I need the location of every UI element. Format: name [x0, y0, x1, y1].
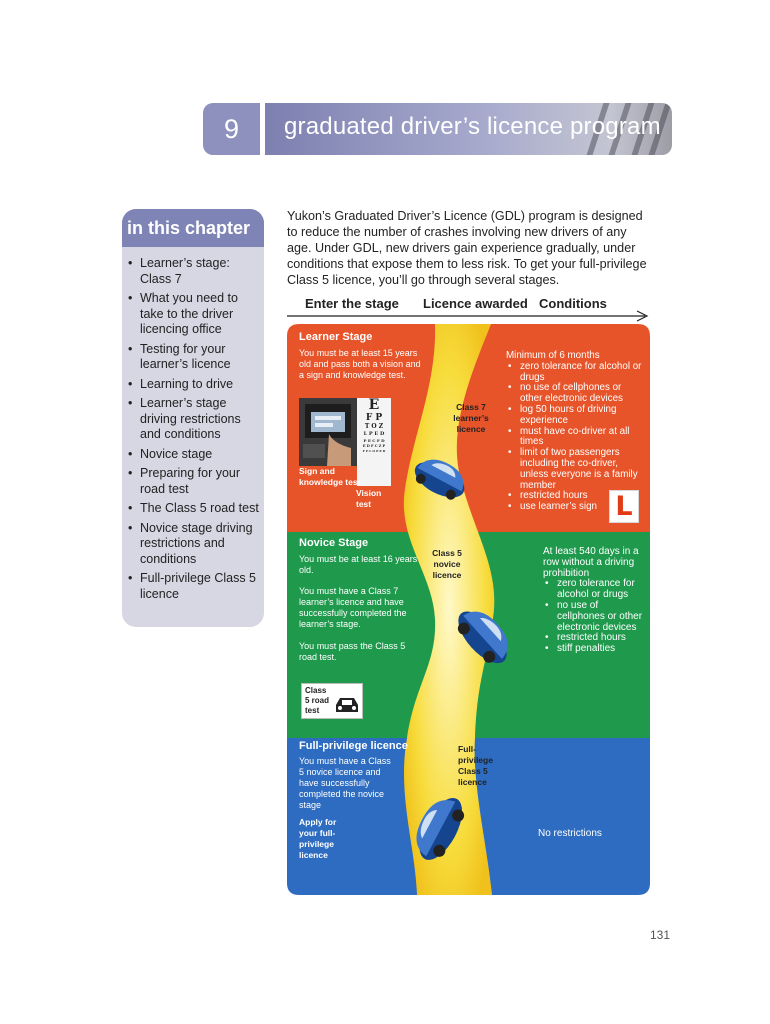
eye-chart-row: E: [368, 397, 380, 413]
eye-chart-row: T O Z: [364, 423, 384, 430]
intro-paragraph: Yukon’s Graduated Driver’s Licence (GDL) program is designed to reduce the number of crashes involving new drivers of any age. Under GDL, new drivers gain experience gradually, under conditions that expose them to less risk. To get your full-privilege Class 5 licence, you’ll go through several stages.: [287, 209, 647, 287]
chapter-number: 9: [203, 103, 260, 155]
list-item: • use learner’s sign: [506, 502, 646, 513]
list-item: • limit of two passengers including the co-driver, unless everyone is a family member: [506, 448, 646, 491]
eye-chart-row: L P E D: [363, 431, 385, 437]
chapter-sidebar: [122, 209, 264, 627]
learner-licence-label: Class 7 learner’s licence: [453, 402, 489, 434]
page-number: 131: [650, 928, 671, 942]
list-item: • Testing for your learner’s licence: [128, 342, 262, 373]
sign-test-kiosk-icon: [299, 398, 357, 466]
column-header-awarded: Licence awarded: [423, 296, 528, 311]
list-item: • zero tolerance for alcohol or drugs: [506, 362, 646, 384]
list-item: • Learner’s stage driving restrictions and conditions: [128, 396, 262, 443]
list-item: • Learning to drive: [128, 377, 262, 393]
full-stage-text: You must have a Class 5 novice licence and have successfully completed the novice stage: [299, 756, 391, 810]
eye-chart-row: F E L O P Z D: [362, 449, 386, 453]
sidebar-heading: in this chapter: [122, 209, 264, 247]
novice-text-age: You must be at least 16 years old.: [299, 554, 418, 575]
road-test-badge: [301, 683, 363, 719]
learner-conditions-heading: Minimum of 6 months: [506, 350, 600, 361]
learner-stage-title: Learner Stage: [299, 331, 373, 343]
road-test-label: Class 5 road test: [305, 686, 330, 715]
learner-sign-icon: [609, 490, 639, 523]
chapter-title: graduated driver’s licence program: [284, 113, 661, 140]
arrow-icon: [287, 310, 650, 322]
column-header-conditions: Conditions: [539, 296, 607, 311]
list-item: • Novice stage: [128, 447, 262, 463]
list-item: • Preparing for your road test: [128, 466, 262, 497]
car-illustration: [455, 596, 513, 676]
learner-conditions: [506, 351, 646, 513]
full-stage-title: Full-privilege licence: [299, 740, 408, 752]
list-item: • must have co-driver at all times: [506, 427, 646, 449]
car-icon: [334, 694, 360, 714]
novice-conditions: [543, 547, 647, 655]
list-item: • What you need to take to the driver licencing office: [128, 291, 262, 338]
car-illustration: [408, 786, 470, 870]
list-item: • no use of cellphones or other electronic devices: [543, 601, 647, 633]
eye-chart-row: E D F C Z P: [362, 444, 386, 448]
vision-test-label: Vision test: [356, 488, 382, 509]
column-header-enter: Enter the stage: [305, 296, 399, 311]
novice-stage-title: Novice Stage: [299, 537, 369, 549]
list-item: • log 50 hours of driving experience: [506, 405, 646, 427]
full-conditions: No restrictions: [538, 828, 602, 839]
learner-stage-text: You must be at least 15 years old and pass both a vision and a sign and knowledge test.: [299, 348, 421, 380]
list-item: • restricted hours: [506, 491, 646, 502]
list-item: • Full-privilege Class 5 licence: [128, 571, 262, 602]
list-item: • stiff penalties: [543, 644, 647, 655]
list-item: • Novice stage driving restrictions and conditions: [128, 521, 262, 568]
novice-licence-label: Class 5 novice licence: [432, 548, 462, 580]
full-licence-label: Full-privilege Class 5 licence: [458, 744, 493, 787]
sign-test-label: Sign and knowledge test: [299, 466, 361, 487]
novice-conditions-heading: At least 540 days in a row without a driving prohibition: [543, 546, 639, 579]
novice-text-requirement: You must have a Class 7 learner’s licence and have successfully completed the learner’s stage.: [299, 586, 407, 629]
list-item: • The Class 5 road test: [128, 501, 262, 517]
learner-sign-letter: L: [615, 491, 633, 522]
list-item: • restricted hours: [543, 633, 647, 644]
list-item: • no use of cellphones or other electronic devices: [506, 383, 646, 405]
list-item: • Learner’s stage: Class 7: [128, 256, 262, 287]
novice-text-road-test: You must pass the Class 5 road test.: [299, 641, 406, 662]
full-apply-label: Apply for your full-privilege licence: [299, 817, 337, 860]
eye-chart-row: F P: [365, 413, 383, 423]
eye-chart-row: P E C F D: [363, 438, 385, 443]
list-item: • zero tolerance for alcohol or drugs: [543, 579, 647, 601]
car-illustration: [412, 452, 470, 502]
chapter-contents-list: [128, 256, 262, 606]
